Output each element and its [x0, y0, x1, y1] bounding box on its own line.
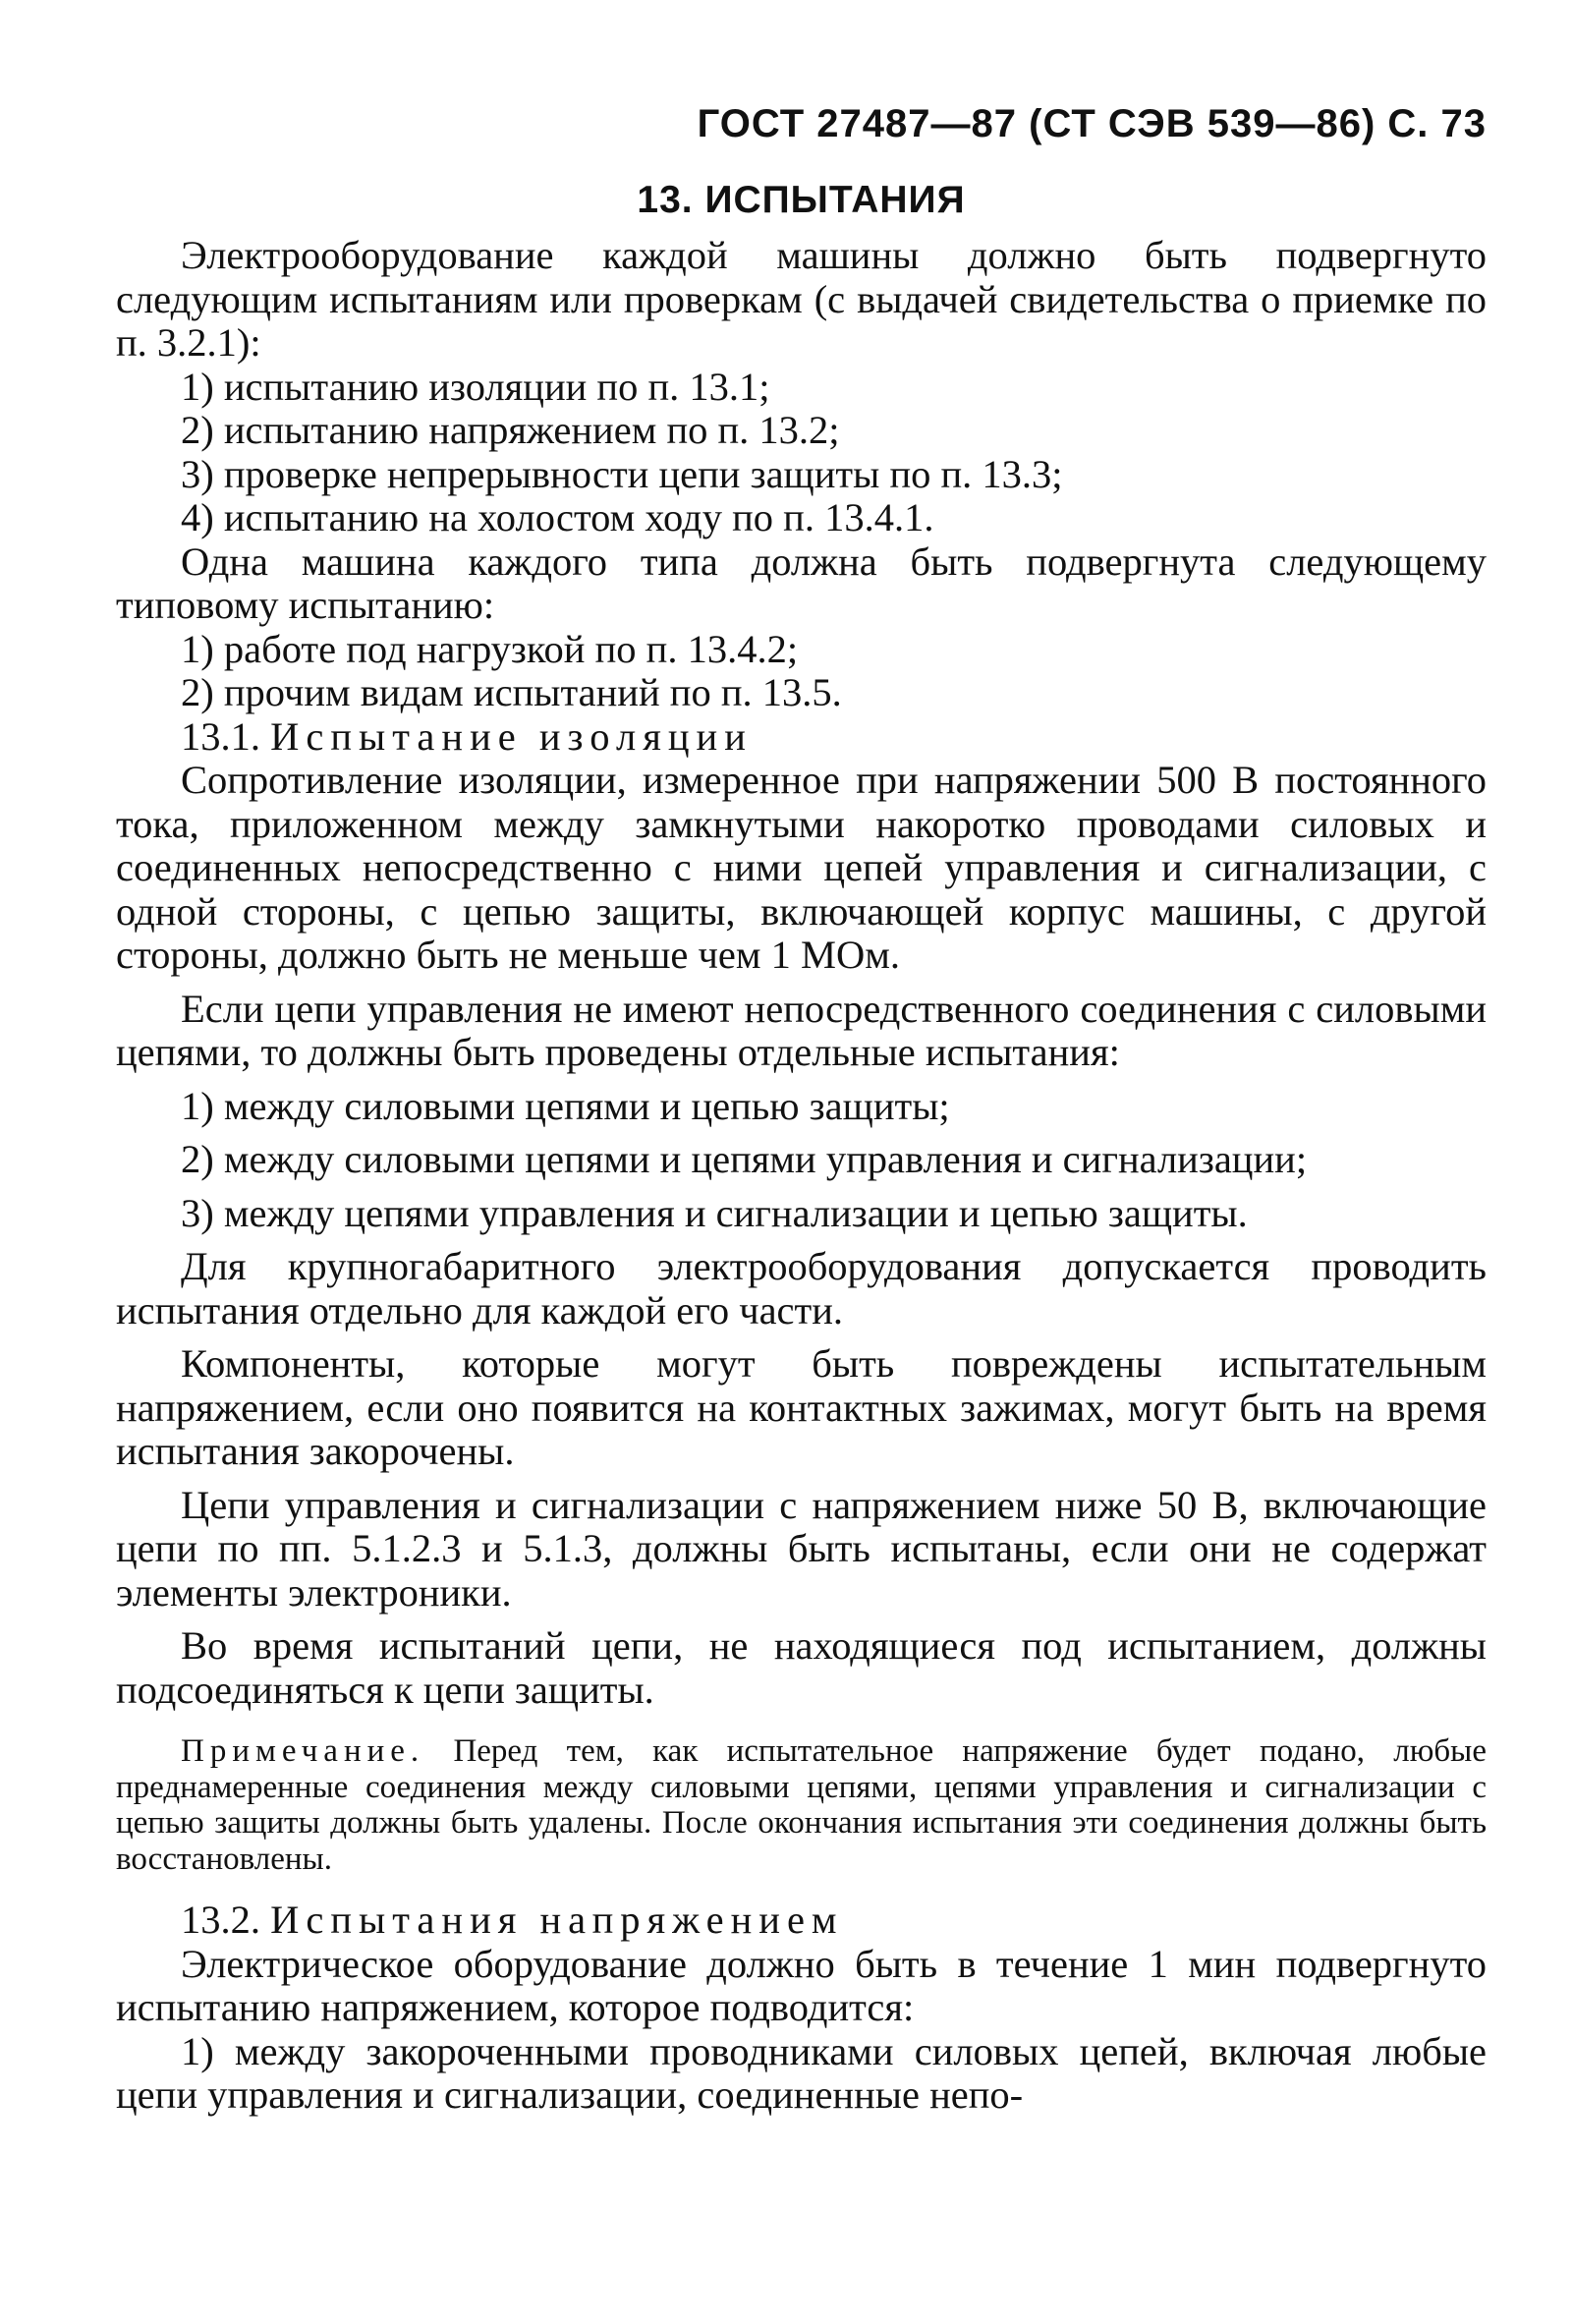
list-item: 2) испытанию напряжением по п. 13.2; [181, 408, 840, 452]
list-item: 2) прочим видам испытаний по п. 13.5. [181, 670, 842, 714]
list-item: 4) испытанию на холостом ходу по п. 13.4.1. [181, 495, 934, 539]
list-item: 1) работе под нагрузкой по п. 13.4.2; [181, 626, 799, 671]
list-item: 1) между силовыми цепями и цепью защиты; [181, 1083, 950, 1128]
subsection-title: Испытание изоляции [270, 713, 753, 759]
note-block [116, 1733, 1487, 1877]
low-voltage-paragraph: Цепи управления и сигнализации с напряжением ниже 50 В, включающие цепи по пп. 5.1.2.3 и 5.1.3, должны быть испытаны, если они не содержат элементы электроники. [116, 1482, 1487, 1615]
list-item: 3) между цепями управления и сигнализации и цепью защиты. [181, 1190, 1248, 1235]
separate-tests-paragraph: Если цепи управления не имеют непосредственного соединения с силовыми цепями, то должны быть проведены отдельные испытания: [116, 986, 1487, 1074]
list-item: 1) испытанию изоляции по п. 13.1; [181, 364, 770, 409]
subsection-heading-13-2 [116, 1899, 1487, 1943]
large-equipment-paragraph: Для крупногабаритного электрооборудования допускается проводить испытания отдельно для каждой его части. [116, 1244, 1487, 1332]
during-test-paragraph: Во время испытаний цепи, не находящиеся под испытанием, должны подсоединяться к цепи защиты. [116, 1623, 1487, 1712]
subsection-number: 13.1. [181, 713, 260, 759]
subsection-heading-13-1 [116, 715, 1487, 760]
note-label: Примечание. [181, 1733, 425, 1769]
insulation-resistance-paragraph: Сопротивление изоляции, измеренное при напряжении 500 В постоянного тока, приложенном между замкнутыми накоротко проводами силовых и соединенных непосредственно с ними цепей управления и сигнализации, с одной стороны, с цепью защиты, включающей корпус машины, с другой стороны, должно быть не меньше чем 1 МОм. [116, 758, 1487, 977]
list-item: 1) между закороченными проводниками силовых цепей, включая любые цепи управления и сигнализации, соединенные непо- [116, 2028, 1487, 2117]
subsection-number: 13.2. [181, 1898, 260, 1942]
subsection-title: Испытания напряжением [270, 1898, 844, 1942]
running-header: ГОСТ 27487—87 (СТ СЭВ 539—86) С. 73 [697, 102, 1487, 145]
type-test-paragraph: Одна машина каждого типа должна быть подвергнута следующему типовому испытанию: [116, 538, 1487, 627]
voltage-test-paragraph: Электрическое оборудование должно быть в течение 1 мин подвергнуто испытанию напряжением, которое подводится: [116, 1941, 1487, 2029]
section-title: 13. ИСПЫТАНИЯ [637, 179, 966, 221]
note-text: Перед тем, как испытательное напряжение будет подано, любые преднамеренные соединения между силовыми цепями, цепями управления и сигнализации с цепью защиты должны быть удалены. После окончания испытания эти соединения должны быть восстановлены. [116, 1733, 1487, 1877]
document-page [116, 98, 1487, 2118]
list-item: 3) проверке непрерывности цепи защиты по п. 13.3; [181, 451, 1063, 496]
components-paragraph: Компоненты, которые могут быть повреждены испытательным напряжением, если оно появится на контактных зажимах, могут быть на время испытания закорочены. [116, 1341, 1487, 1473]
list-item: 2) между силовыми цепями и цепями управления и сигнализации; [181, 1137, 1308, 1181]
intro-paragraph: Электрооборудование каждой машины должно быть подвергнуто следующим испытаниям или проверкам (с выдачей свидетельства о приемке по п. 3.2.1): [116, 233, 1487, 365]
